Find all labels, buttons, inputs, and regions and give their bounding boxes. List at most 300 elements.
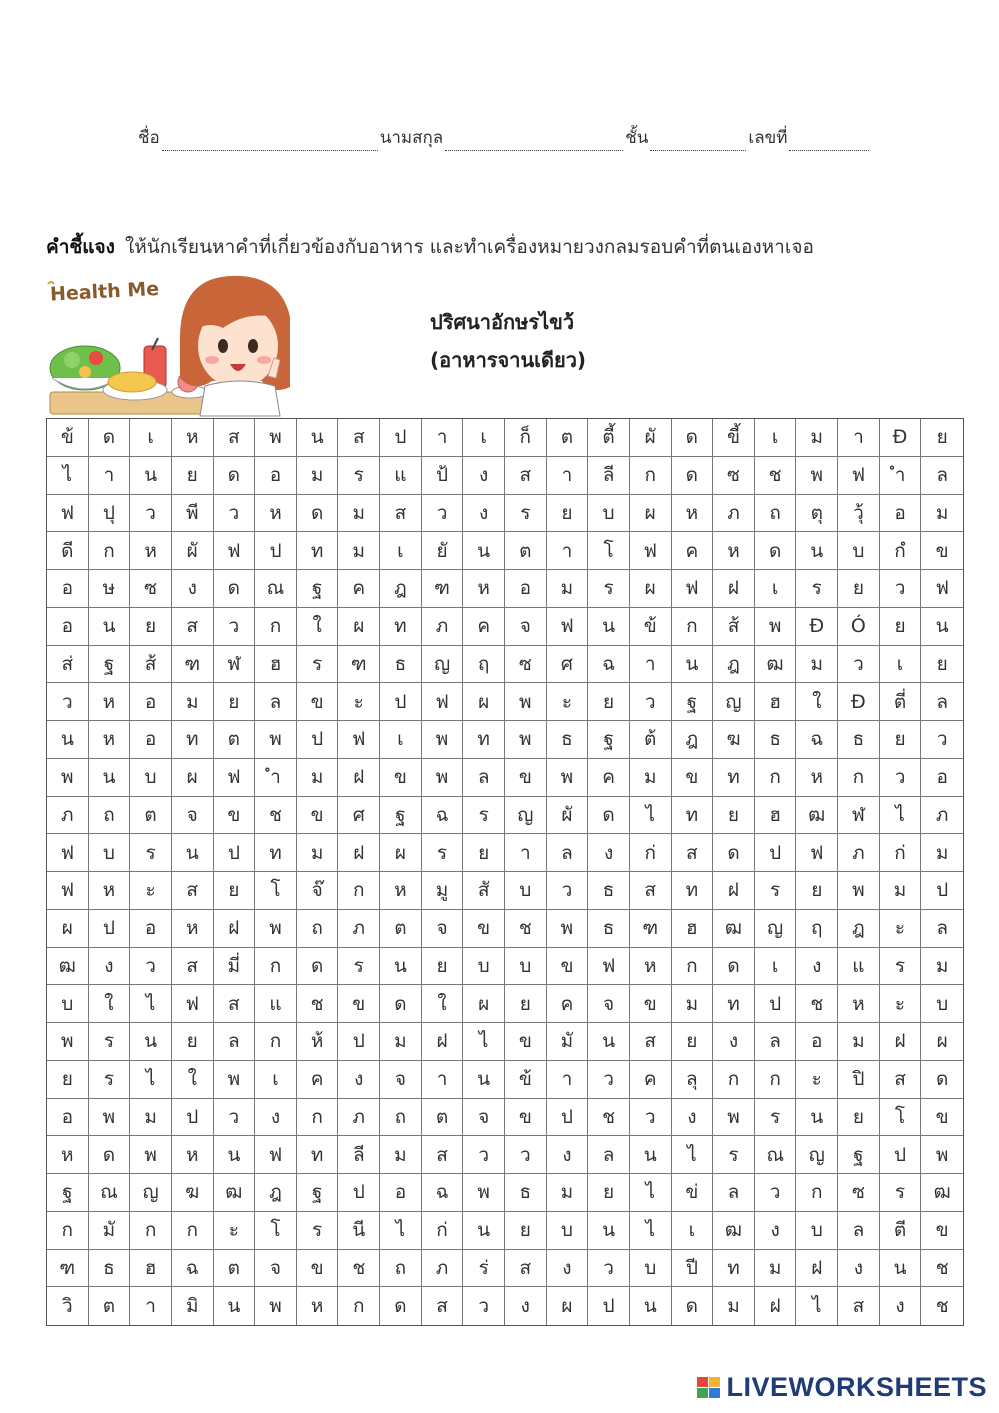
grid-cell[interactable]: น xyxy=(630,1287,672,1325)
grid-cell[interactable]: ด xyxy=(214,457,256,495)
grid-cell[interactable]: ก็ xyxy=(505,419,547,457)
grid-cell[interactable]: ส xyxy=(422,1136,464,1174)
grid-cell[interactable]: า xyxy=(505,834,547,872)
grid-cell[interactable]: ก xyxy=(338,872,380,910)
grid-cell[interactable]: ม xyxy=(630,759,672,797)
grid-cell[interactable]: ฐ xyxy=(297,1174,339,1212)
grid-cell[interactable]: น xyxy=(630,1136,672,1174)
grid-cell[interactable]: อ xyxy=(130,683,172,721)
grid-cell[interactable]: พ xyxy=(838,872,880,910)
grid-cell[interactable]: ง xyxy=(755,1212,797,1250)
grid-cell[interactable]: ว xyxy=(214,608,256,646)
grid-cell[interactable]: น xyxy=(588,1023,630,1061)
grid-cell[interactable]: ร xyxy=(89,1023,131,1061)
grid-cell[interactable]: พ xyxy=(47,1023,89,1061)
grid-cell[interactable]: ร xyxy=(463,797,505,835)
grid-cell[interactable]: พ xyxy=(47,759,89,797)
grid-cell[interactable]: ม xyxy=(880,872,922,910)
grid-cell[interactable]: ธ xyxy=(588,872,630,910)
grid-cell[interactable]: ค xyxy=(547,985,589,1023)
grid-cell[interactable]: ว xyxy=(214,1099,256,1137)
grid-cell[interactable]: ไ xyxy=(630,797,672,835)
grid-cell[interactable]: ส xyxy=(672,834,714,872)
grid-cell[interactable]: ไ xyxy=(380,1212,422,1250)
grid-cell[interactable]: ท xyxy=(463,721,505,759)
grid-cell[interactable]: ธ xyxy=(505,1174,547,1212)
grid-cell[interactable]: ห xyxy=(463,570,505,608)
grid-cell[interactable]: เ xyxy=(130,419,172,457)
grid-cell[interactable]: โ xyxy=(588,532,630,570)
grid-cell[interactable]: ฑ xyxy=(630,910,672,948)
grid-cell[interactable]: Ð xyxy=(796,608,838,646)
grid-cell[interactable]: ล xyxy=(921,910,963,948)
grid-cell[interactable]: ณ xyxy=(255,570,297,608)
grid-cell[interactable]: ป xyxy=(755,834,797,872)
grid-cell[interactable]: ะ xyxy=(214,1212,256,1250)
grid-cell[interactable]: ง xyxy=(463,495,505,533)
grid-cell[interactable]: แ xyxy=(380,457,422,495)
grid-cell[interactable]: ท xyxy=(672,872,714,910)
grid-cell[interactable]: ช xyxy=(588,1099,630,1137)
grid-cell[interactable]: ก xyxy=(838,759,880,797)
grid-cell[interactable]: ฮ xyxy=(672,910,714,948)
grid-cell[interactable]: Ó xyxy=(838,608,880,646)
grid-cell[interactable]: ย xyxy=(505,985,547,1023)
grid-cell[interactable]: ด xyxy=(713,948,755,986)
grid-cell[interactable]: ผ xyxy=(547,1287,589,1325)
grid-cell[interactable]: ฟ xyxy=(214,759,256,797)
grid-cell[interactable]: ฬ xyxy=(214,646,256,684)
grid-cell[interactable]: ต xyxy=(130,797,172,835)
grid-cell[interactable]: ข้ xyxy=(505,1061,547,1099)
grid-cell[interactable]: น xyxy=(796,1099,838,1137)
grid-cell[interactable]: อ xyxy=(255,457,297,495)
grid-cell[interactable]: น xyxy=(297,419,339,457)
number-field[interactable] xyxy=(789,132,869,151)
grid-cell[interactable]: น xyxy=(89,759,131,797)
grid-cell[interactable]: ง xyxy=(172,570,214,608)
grid-cell[interactable]: อ xyxy=(505,570,547,608)
grid-cell[interactable]: ณ xyxy=(89,1174,131,1212)
grid-cell[interactable]: ร xyxy=(755,1099,797,1137)
surname-field[interactable] xyxy=(445,132,623,151)
grid-cell[interactable]: ญ xyxy=(755,910,797,948)
grid-cell[interactable]: ช xyxy=(921,1250,963,1288)
grid-cell[interactable]: ฝ xyxy=(422,1023,464,1061)
grid-cell[interactable]: ร xyxy=(422,834,464,872)
grid-cell[interactable]: ช xyxy=(338,1250,380,1288)
grid-cell[interactable]: ตี้ xyxy=(588,419,630,457)
grid-cell[interactable]: ล xyxy=(921,457,963,495)
grid-cell[interactable]: ด xyxy=(89,419,131,457)
grid-cell[interactable]: ใ xyxy=(89,985,131,1023)
grid-cell[interactable]: ง xyxy=(547,1250,589,1288)
grid-cell[interactable]: ซ xyxy=(713,457,755,495)
grid-cell[interactable]: ล xyxy=(588,1136,630,1174)
grid-cell[interactable]: น xyxy=(880,1250,922,1288)
grid-cell[interactable]: ป xyxy=(380,683,422,721)
grid-cell[interactable]: น xyxy=(463,1061,505,1099)
grid-cell[interactable]: ห xyxy=(796,759,838,797)
grid-cell[interactable]: บ xyxy=(588,495,630,533)
grid-cell[interactable]: ก xyxy=(796,1174,838,1212)
grid-cell[interactable]: ง xyxy=(338,1061,380,1099)
grid-cell[interactable]: ว xyxy=(214,495,256,533)
grid-cell[interactable]: ขี้ xyxy=(713,419,755,457)
grid-cell[interactable]: ฟ xyxy=(796,834,838,872)
grid-cell[interactable]: ภ xyxy=(838,834,880,872)
grid-cell[interactable]: ฎ xyxy=(380,570,422,608)
grid-cell[interactable]: น xyxy=(214,1287,256,1325)
grid-cell[interactable]: ย xyxy=(172,457,214,495)
grid-cell[interactable]: ไ xyxy=(672,1136,714,1174)
grid-cell[interactable]: ว xyxy=(588,1250,630,1288)
grid-cell[interactable]: พ xyxy=(755,608,797,646)
grid-cell[interactable]: ส xyxy=(380,495,422,533)
grid-cell[interactable]: ว xyxy=(838,646,880,684)
grid-cell[interactable]: ข xyxy=(921,1212,963,1250)
grid-cell[interactable]: ห xyxy=(297,1287,339,1325)
grid-cell[interactable]: ฝ xyxy=(338,759,380,797)
grid-cell[interactable]: ม xyxy=(297,759,339,797)
grid-cell[interactable]: ม xyxy=(921,834,963,872)
grid-cell[interactable]: ไ xyxy=(796,1287,838,1325)
grid-cell[interactable]: ร่ xyxy=(463,1250,505,1288)
grid-cell[interactable]: ใ xyxy=(297,608,339,646)
grid-cell[interactable]: ว xyxy=(130,948,172,986)
grid-cell[interactable]: พ xyxy=(422,721,464,759)
grid-cell[interactable]: ก xyxy=(338,1287,380,1325)
grid-cell[interactable]: ฉ xyxy=(172,1250,214,1288)
grid-cell[interactable]: ย xyxy=(880,608,922,646)
grid-cell[interactable]: ค xyxy=(588,759,630,797)
grid-cell[interactable]: ยั xyxy=(422,532,464,570)
grid-cell[interactable]: พ xyxy=(422,759,464,797)
grid-cell[interactable]: ฐ xyxy=(588,721,630,759)
grid-cell[interactable]: ร xyxy=(338,948,380,986)
grid-cell[interactable]: ไ xyxy=(463,1023,505,1061)
grid-cell[interactable]: ฑ xyxy=(47,1250,89,1288)
grid-cell[interactable]: ฉ xyxy=(796,721,838,759)
grid-cell[interactable]: ฝ xyxy=(338,834,380,872)
grid-cell[interactable]: ด xyxy=(380,1287,422,1325)
grid-cell[interactable]: ด xyxy=(672,457,714,495)
grid-cell[interactable]: ฟ xyxy=(921,570,963,608)
grid-cell[interactable]: ด xyxy=(297,495,339,533)
grid-cell[interactable]: ล xyxy=(214,1023,256,1061)
grid-cell[interactable]: ก่ xyxy=(630,834,672,872)
grid-cell[interactable]: ม xyxy=(796,646,838,684)
grid-cell[interactable]: ต xyxy=(214,721,256,759)
grid-cell[interactable]: ย xyxy=(838,570,880,608)
grid-cell[interactable]: ง xyxy=(713,1023,755,1061)
grid-cell[interactable]: ศ xyxy=(338,797,380,835)
grid-cell[interactable]: พ xyxy=(255,419,297,457)
grid-cell[interactable]: ำ xyxy=(255,759,297,797)
grid-cell[interactable]: ม xyxy=(838,1023,880,1061)
grid-cell[interactable]: ข xyxy=(921,532,963,570)
grid-cell[interactable]: ะ xyxy=(130,872,172,910)
grid-cell[interactable]: ะ xyxy=(547,683,589,721)
grid-cell[interactable]: ญ xyxy=(713,683,755,721)
grid-cell[interactable]: ก xyxy=(297,1099,339,1137)
grid-cell[interactable]: ม xyxy=(672,985,714,1023)
grid-cell[interactable]: อ xyxy=(47,608,89,646)
grid-cell[interactable]: ย xyxy=(796,872,838,910)
grid-cell[interactable]: ส xyxy=(172,948,214,986)
grid-cell[interactable]: โ xyxy=(255,872,297,910)
grid-cell[interactable]: ป xyxy=(880,1136,922,1174)
grid-cell[interactable]: ก xyxy=(255,1023,297,1061)
grid-cell[interactable]: ม xyxy=(338,532,380,570)
grid-cell[interactable]: ส xyxy=(172,608,214,646)
grid-cell[interactable]: ก xyxy=(630,457,672,495)
grid-cell[interactable]: ลี xyxy=(588,457,630,495)
grid-cell[interactable]: ด xyxy=(672,1287,714,1325)
grid-cell[interactable]: ว xyxy=(422,495,464,533)
grid-cell[interactable]: ต xyxy=(214,1250,256,1288)
grid-cell[interactable]: ส xyxy=(214,985,256,1023)
grid-cell[interactable]: ท xyxy=(713,1250,755,1288)
grid-cell[interactable]: พ xyxy=(255,721,297,759)
grid-cell[interactable]: ฮ xyxy=(130,1250,172,1288)
grid-cell[interactable]: จ๊ xyxy=(297,872,339,910)
grid-cell[interactable]: ฆ xyxy=(172,1174,214,1212)
grid-cell[interactable]: ฮ xyxy=(755,683,797,721)
grid-cell[interactable]: ผั xyxy=(630,419,672,457)
grid-cell[interactable]: พ xyxy=(505,721,547,759)
grid-cell[interactable]: ส xyxy=(505,1250,547,1288)
grid-cell[interactable]: ย xyxy=(463,834,505,872)
grid-cell[interactable]: อ xyxy=(880,495,922,533)
grid-cell[interactable]: ฝ xyxy=(755,1287,797,1325)
grid-cell[interactable]: แ xyxy=(838,948,880,986)
grid-cell[interactable]: ฝ xyxy=(214,910,256,948)
grid-cell[interactable]: ฟ xyxy=(547,608,589,646)
grid-cell[interactable]: ผ xyxy=(630,495,672,533)
grid-cell[interactable]: ฮ xyxy=(255,646,297,684)
grid-cell[interactable]: ค xyxy=(672,532,714,570)
grid-cell[interactable]: ะ xyxy=(338,683,380,721)
grid-cell[interactable]: ย xyxy=(880,721,922,759)
grid-cell[interactable]: มั xyxy=(547,1023,589,1061)
grid-cell[interactable]: ข xyxy=(921,1099,963,1137)
grid-cell[interactable]: บ xyxy=(921,985,963,1023)
grid-cell[interactable]: น xyxy=(588,608,630,646)
grid-cell[interactable]: ข xyxy=(297,1250,339,1288)
grid-cell[interactable]: ย xyxy=(713,797,755,835)
grid-cell[interactable]: ง xyxy=(880,1287,922,1325)
grid-cell[interactable]: ป xyxy=(89,910,131,948)
grid-cell[interactable]: วิ xyxy=(47,1287,89,1325)
grid-cell[interactable]: ฎ xyxy=(672,721,714,759)
grid-cell[interactable]: ฟ xyxy=(838,457,880,495)
grid-cell[interactable]: ต xyxy=(547,419,589,457)
grid-cell[interactable]: น xyxy=(47,721,89,759)
grid-cell[interactable]: ท xyxy=(672,797,714,835)
grid-cell[interactable]: ภ xyxy=(47,797,89,835)
grid-cell[interactable]: ห xyxy=(630,948,672,986)
grid-cell[interactable]: ฒ xyxy=(755,646,797,684)
grid-cell[interactable]: ฬ xyxy=(838,797,880,835)
grid-cell[interactable]: ร xyxy=(713,1136,755,1174)
grid-cell[interactable]: โ xyxy=(255,1212,297,1250)
grid-cell[interactable]: พ xyxy=(214,1061,256,1099)
grid-cell[interactable]: ฒ xyxy=(713,1212,755,1250)
grid-cell[interactable]: ว xyxy=(130,495,172,533)
grid-cell[interactable]: ข xyxy=(297,797,339,835)
grid-cell[interactable]: ก xyxy=(255,608,297,646)
grid-cell[interactable]: ห xyxy=(47,1136,89,1174)
grid-cell[interactable]: ธ xyxy=(89,1250,131,1288)
grid-cell[interactable]: ข xyxy=(297,683,339,721)
grid-cell[interactable]: ก xyxy=(755,1061,797,1099)
grid-cell[interactable]: ว xyxy=(463,1136,505,1174)
grid-cell[interactable]: ฤ xyxy=(796,910,838,948)
grid-cell[interactable]: ญ xyxy=(422,646,464,684)
grid-cell[interactable]: เ xyxy=(463,419,505,457)
grid-cell[interactable]: เ xyxy=(755,419,797,457)
grid-cell[interactable]: ญ xyxy=(130,1174,172,1212)
grid-cell[interactable]: ส้ xyxy=(713,608,755,646)
grid-cell[interactable]: ฐ xyxy=(672,683,714,721)
grid-cell[interactable]: นี xyxy=(338,1212,380,1250)
grid-cell[interactable]: ง xyxy=(505,1287,547,1325)
grid-cell[interactable]: ฑ xyxy=(172,646,214,684)
grid-cell[interactable]: ส xyxy=(880,1061,922,1099)
grid-cell[interactable]: ฝ xyxy=(713,872,755,910)
grid-cell[interactable]: ย xyxy=(838,1099,880,1137)
grid-cell[interactable]: น xyxy=(463,1212,505,1250)
grid-cell[interactable]: ญ xyxy=(505,797,547,835)
grid-cell[interactable]: ข xyxy=(547,948,589,986)
grid-cell[interactable]: ว xyxy=(47,683,89,721)
grid-cell[interactable]: ฒ xyxy=(713,910,755,948)
grid-cell[interactable]: เ xyxy=(380,721,422,759)
grid-cell[interactable]: ป xyxy=(921,872,963,910)
grid-cell[interactable]: ำ xyxy=(880,457,922,495)
grid-cell[interactable]: ป้ xyxy=(422,457,464,495)
grid-cell[interactable]: ใ xyxy=(172,1061,214,1099)
grid-cell[interactable]: ภ xyxy=(422,608,464,646)
grid-cell[interactable]: โ xyxy=(880,1099,922,1137)
grid-cell[interactable]: เ xyxy=(672,1212,714,1250)
grid-cell[interactable]: ผ xyxy=(630,570,672,608)
grid-cell[interactable]: ท xyxy=(255,834,297,872)
grid-cell[interactable]: ม xyxy=(172,683,214,721)
grid-cell[interactable]: ย xyxy=(422,948,464,986)
name-field[interactable] xyxy=(162,132,378,151)
grid-cell[interactable]: ก่ xyxy=(880,834,922,872)
grid-cell[interactable]: ค xyxy=(338,570,380,608)
grid-cell[interactable]: ถ xyxy=(755,495,797,533)
grid-cell[interactable]: ท xyxy=(713,985,755,1023)
grid-cell[interactable]: ม xyxy=(297,457,339,495)
grid-cell[interactable]: า xyxy=(547,457,589,495)
grid-cell[interactable]: น xyxy=(214,1136,256,1174)
grid-cell[interactable]: ง xyxy=(672,1099,714,1137)
grid-cell[interactable]: ล xyxy=(713,1174,755,1212)
grid-cell[interactable]: ลุ xyxy=(672,1061,714,1099)
grid-cell[interactable]: ข xyxy=(630,985,672,1023)
grid-cell[interactable]: จ xyxy=(172,797,214,835)
grid-cell[interactable]: ฟ xyxy=(588,948,630,986)
grid-cell[interactable]: ก xyxy=(755,759,797,797)
grid-cell[interactable]: ษ xyxy=(89,570,131,608)
grid-cell[interactable]: ค xyxy=(630,1061,672,1099)
grid-cell[interactable]: ส้ xyxy=(130,646,172,684)
grid-cell[interactable]: ร xyxy=(297,646,339,684)
grid-cell[interactable]: อ xyxy=(47,1099,89,1137)
grid-cell[interactable]: วุ้ xyxy=(838,495,880,533)
grid-cell[interactable]: ส่ xyxy=(47,646,89,684)
grid-cell[interactable]: ฉ xyxy=(422,797,464,835)
grid-cell[interactable]: จ xyxy=(380,1061,422,1099)
grid-cell[interactable]: บ xyxy=(505,948,547,986)
grid-cell[interactable]: บ xyxy=(505,872,547,910)
grid-cell[interactable]: ภ xyxy=(713,495,755,533)
grid-cell[interactable]: จ xyxy=(588,985,630,1023)
grid-cell[interactable]: ข xyxy=(505,759,547,797)
grid-cell[interactable]: ฐ xyxy=(297,570,339,608)
grid-cell[interactable]: พ xyxy=(547,759,589,797)
grid-cell[interactable]: ญ xyxy=(796,1136,838,1174)
grid-cell[interactable]: ฐ xyxy=(380,797,422,835)
grid-cell[interactable]: อ xyxy=(921,759,963,797)
grid-cell[interactable]: ฟ xyxy=(630,532,672,570)
grid-cell[interactable]: ร xyxy=(796,570,838,608)
grid-cell[interactable]: จ xyxy=(463,1099,505,1137)
grid-cell[interactable]: ง xyxy=(838,1250,880,1288)
grid-cell[interactable]: ข xyxy=(463,910,505,948)
grid-cell[interactable]: อ xyxy=(380,1174,422,1212)
grid-cell[interactable]: ย xyxy=(672,1023,714,1061)
grid-cell[interactable]: า xyxy=(547,1061,589,1099)
grid-cell[interactable]: า xyxy=(547,532,589,570)
grid-cell[interactable]: ง xyxy=(463,457,505,495)
grid-cell[interactable]: ร xyxy=(130,834,172,872)
grid-cell[interactable]: ย xyxy=(921,419,963,457)
grid-cell[interactable]: ว xyxy=(463,1287,505,1325)
grid-cell[interactable]: ซ xyxy=(838,1174,880,1212)
grid-cell[interactable]: ฐ xyxy=(47,1174,89,1212)
grid-cell[interactable]: ห xyxy=(672,495,714,533)
grid-cell[interactable]: ช xyxy=(297,985,339,1023)
grid-cell[interactable]: แ xyxy=(255,985,297,1023)
grid-cell[interactable]: ม xyxy=(796,419,838,457)
grid-cell[interactable]: ฐ xyxy=(89,646,131,684)
grid-cell[interactable]: น xyxy=(130,1023,172,1061)
grid-cell[interactable]: ใ xyxy=(422,985,464,1023)
grid-cell[interactable]: ย xyxy=(588,1174,630,1212)
grid-cell[interactable]: มู xyxy=(422,872,464,910)
grid-cell[interactable]: ฟ xyxy=(422,683,464,721)
grid-cell[interactable]: ะ xyxy=(796,1061,838,1099)
grid-cell[interactable]: า xyxy=(422,419,464,457)
grid-cell[interactable]: ฟ xyxy=(47,872,89,910)
grid-cell[interactable]: ลี xyxy=(338,1136,380,1174)
grid-cell[interactable]: ฟ xyxy=(255,1136,297,1174)
grid-cell[interactable]: ห xyxy=(172,1136,214,1174)
grid-cell[interactable]: ข xyxy=(505,1023,547,1061)
grid-cell[interactable]: ฒ xyxy=(47,948,89,986)
grid-cell[interactable]: ข xyxy=(214,797,256,835)
grid-cell[interactable]: ฑ xyxy=(338,646,380,684)
grid-cell[interactable]: ร xyxy=(505,495,547,533)
grid-cell[interactable]: ห xyxy=(713,532,755,570)
grid-cell[interactable]: อ xyxy=(130,910,172,948)
grid-cell[interactable]: ก่ xyxy=(422,1212,464,1250)
